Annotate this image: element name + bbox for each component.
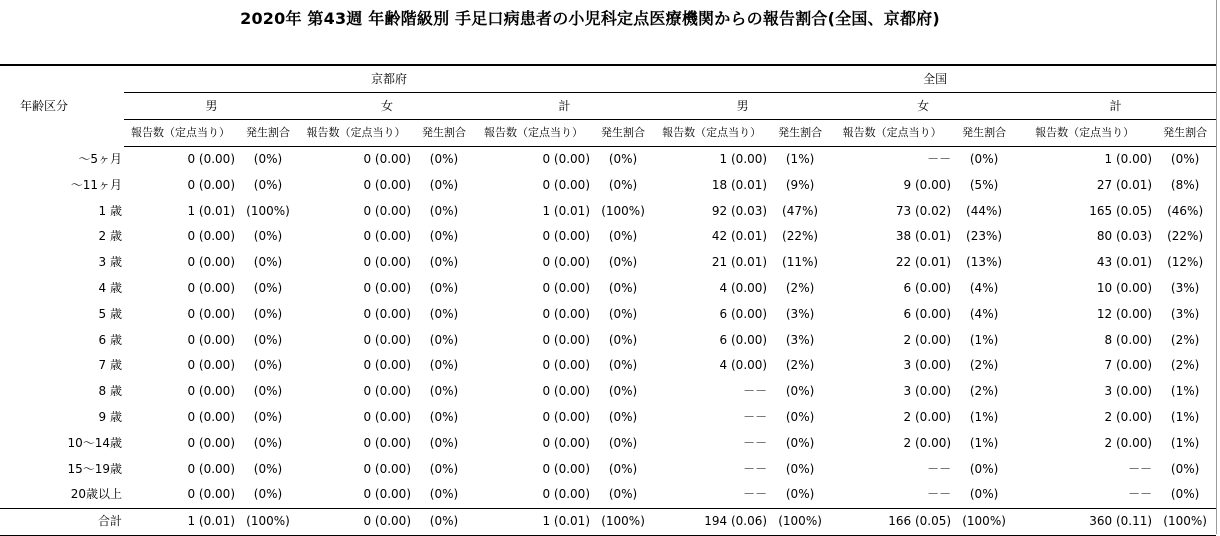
ratio-cell: (0%) <box>1170 487 1200 502</box>
count-cell: 4 (0.00) <box>719 358 768 373</box>
count-cell: 1 (0.00) <box>719 152 768 166</box>
count-cell: 0 (0.00) <box>187 177 235 192</box>
ratio-cell: (0%) <box>608 152 638 166</box>
count-header: 報告数（定点当り） <box>124 120 237 147</box>
ratio-cell: (2%) <box>1170 332 1200 347</box>
ratio-cell: (0%) <box>608 461 638 476</box>
count-cell: 2 (0.00) <box>903 435 952 450</box>
ratio-cell: (100%) <box>246 203 290 218</box>
ratio-cell: (22%) <box>782 229 819 244</box>
count-cell: 0 (0.00) <box>363 358 411 373</box>
count-cell: －－ <box>1128 487 1153 502</box>
table-row <box>0 250 1216 276</box>
table-row <box>0 482 1216 508</box>
count-cell: 3 (0.00) <box>903 384 952 399</box>
ratio-cell: (4%) <box>969 280 999 295</box>
sex-header-kyoto-male: 男 <box>124 93 299 120</box>
count-cell: 43 (0.01) <box>1096 255 1153 270</box>
ratio-cell: (100%) <box>769 509 831 536</box>
ratio-cell: (3%) <box>785 306 815 321</box>
table-row <box>0 379 1216 405</box>
ratio-cell: (0%) <box>969 152 999 166</box>
count-cell: 0 (0.00) <box>542 487 590 502</box>
count-cell: 6 (0.00) <box>719 306 768 321</box>
ratio-cell: (0%) <box>608 358 638 373</box>
ratio-cell: (0%) <box>429 461 459 476</box>
ratio-cell: (44%) <box>966 203 1003 218</box>
count-cell: 12 (0.00) <box>1096 306 1153 321</box>
age-label: 8 歳 <box>98 384 122 399</box>
age-label: 10～14歳 <box>67 435 122 450</box>
count-cell: 0 (0.00) <box>542 280 590 295</box>
count-cell: 0 (0.00) <box>363 461 411 476</box>
ratio-cell: (0%) <box>608 255 638 270</box>
ratio-cell: (100%) <box>592 509 654 536</box>
age-label: 15～19歳 <box>67 461 122 476</box>
ratio-cell: (5%) <box>969 177 999 192</box>
count-header: 報告数（定点当り） <box>1015 120 1154 147</box>
ratio-cell: (0%) <box>253 177 283 192</box>
count-cell: 4 (0.00) <box>719 280 768 295</box>
count-cell: 2 (0.00) <box>903 332 952 347</box>
count-cell: －－ <box>743 435 768 450</box>
ratio-cell: (0%) <box>429 409 459 424</box>
age-label: 4 歳 <box>98 280 122 295</box>
count-cell: 0 (0.00) <box>542 435 590 450</box>
count-cell: 1 (0.01) <box>475 509 592 536</box>
count-cell: 0 (0.00) <box>187 487 235 502</box>
count-header: 報告数（定点当り） <box>654 120 769 147</box>
ratio-cell: (0%) <box>429 358 459 373</box>
count-cell: 3 (0.00) <box>1104 384 1153 399</box>
count-cell: 9 (0.00) <box>903 177 952 192</box>
corner-cell <box>0 65 124 93</box>
ratio-cell: (0%) <box>785 384 815 399</box>
count-cell: 80 (0.03) <box>1096 229 1153 244</box>
table-row <box>0 353 1216 379</box>
count-cell: 6 (0.00) <box>719 332 768 347</box>
count-cell: 0 (0.00) <box>542 332 590 347</box>
ratio-cell: (0%) <box>429 487 459 502</box>
count-cell: 0 (0.00) <box>187 306 235 321</box>
count-cell: －－ <box>743 409 768 424</box>
ratio-cell: (0%) <box>785 487 815 502</box>
ratio-cell: (0%) <box>608 409 638 424</box>
age-label: 9 歳 <box>98 409 122 424</box>
count-cell: 2 (0.00) <box>1104 435 1153 450</box>
page-title: 2020年 第43週 年齢階級別 手足口病患者の小児科定点医療機関からの報告割合(全国、京都府) <box>240 9 940 28</box>
total-label: 合計 <box>0 509 124 536</box>
count-cell: 1 (0.01) <box>187 203 235 218</box>
ratio-cell: (0%) <box>429 332 459 347</box>
count-cell: 0 (0.00) <box>363 203 411 218</box>
count-cell: 0 (0.00) <box>187 461 235 476</box>
count-cell: 27 (0.01) <box>1096 177 1153 192</box>
ratio-cell: (0%) <box>413 509 475 536</box>
ratio-cell: (0%) <box>969 487 999 502</box>
count-cell: －－ <box>743 461 768 476</box>
count-cell: 92 (0.03) <box>711 203 768 218</box>
sex-header-national-female: 女 <box>831 93 1015 120</box>
age-label: 20歳以上 <box>70 487 122 502</box>
ratio-cell: (0%) <box>785 409 815 424</box>
ratio-cell: (1%) <box>969 332 999 347</box>
ratio-cell: (2%) <box>785 280 815 295</box>
ratio-cell: (0%) <box>253 409 283 424</box>
count-cell: 22 (0.01) <box>895 255 952 270</box>
age-label: ～11ヶ月 <box>70 177 122 192</box>
ratio-cell: (11%) <box>782 255 819 270</box>
ratio-cell: (0%) <box>429 435 459 450</box>
ratio-cell: (0%) <box>253 384 283 399</box>
age-label: 6 歳 <box>98 332 122 347</box>
count-cell: 0 (0.00) <box>187 384 235 399</box>
count-header: 報告数（定点当り） <box>299 120 413 147</box>
count-cell: 0 (0.00) <box>299 509 413 536</box>
ratio-cell: (0%) <box>253 255 283 270</box>
ratio-cell: (0%) <box>253 229 283 244</box>
ratio-cell: (23%) <box>966 229 1003 244</box>
table-row <box>0 405 1216 431</box>
count-cell: 10 (0.00) <box>1096 280 1153 295</box>
table-row <box>0 276 1216 302</box>
ratio-cell: (8%) <box>1170 177 1200 192</box>
count-cell: 0 (0.00) <box>542 306 590 321</box>
ratio-cell: (3%) <box>1170 280 1200 295</box>
ratio-cell: (0%) <box>608 229 638 244</box>
age-label: 7 歳 <box>98 358 122 373</box>
ratio-cell: (0%) <box>253 306 283 321</box>
table-row <box>0 173 1216 199</box>
count-cell: 0 (0.00) <box>187 358 235 373</box>
ratio-cell: (0%) <box>253 280 283 295</box>
ratio-cell: (0%) <box>608 384 638 399</box>
ratio-cell: (0%) <box>429 280 459 295</box>
count-cell: 42 (0.01) <box>711 229 768 244</box>
count-header: 報告数（定点当り） <box>475 120 592 147</box>
count-cell: －－ <box>927 461 952 476</box>
total-row <box>0 509 1216 536</box>
ratio-cell: (12%) <box>1167 255 1204 270</box>
ratio-cell: (0%) <box>608 332 638 347</box>
ratio-header: 発生割合 <box>953 120 1015 147</box>
count-cell: 0 (0.00) <box>363 306 411 321</box>
count-cell: 0 (0.00) <box>542 255 590 270</box>
count-cell: －－ <box>927 152 952 166</box>
count-cell: 0 (0.00) <box>363 435 411 450</box>
table-row <box>0 328 1216 354</box>
age-group-header: 年齢区分 <box>20 98 69 113</box>
ratio-cell: (1%) <box>1170 384 1200 399</box>
ratio-cell: (46%) <box>1167 203 1204 218</box>
ratio-cell: (0%) <box>1170 152 1200 166</box>
count-cell: 194 (0.06) <box>654 509 769 536</box>
count-cell: 0 (0.00) <box>542 384 590 399</box>
ratio-cell: (9%) <box>785 177 815 192</box>
age-distribution-table <box>0 64 1216 536</box>
sex-header-kyoto-female: 女 <box>299 93 475 120</box>
ratio-cell: (0%) <box>608 177 638 192</box>
ratio-cell: (0%) <box>429 177 459 192</box>
ratio-cell: (0%) <box>253 152 283 166</box>
count-cell: 0 (0.00) <box>542 358 590 373</box>
ratio-cell: (0%) <box>1170 461 1200 476</box>
table-row <box>0 302 1216 328</box>
ratio-cell: (0%) <box>253 358 283 373</box>
age-label: ～5ヶ月 <box>78 151 122 166</box>
ratio-cell: (0%) <box>429 152 459 166</box>
count-cell: 0 (0.00) <box>187 332 235 347</box>
count-cell: 3 (0.00) <box>903 358 952 373</box>
count-cell: 18 (0.01) <box>711 177 768 192</box>
table-row <box>0 431 1216 457</box>
ratio-cell: (2%) <box>969 358 999 373</box>
ratio-cell: (4%) <box>969 306 999 321</box>
count-cell: 0 (0.00) <box>542 152 590 166</box>
count-cell: －－ <box>927 487 952 502</box>
age-label: 2 歳 <box>98 229 122 244</box>
ratio-cell: (0%) <box>785 435 815 450</box>
count-cell: 1 (0.00) <box>1104 152 1153 166</box>
count-cell: 0 (0.00) <box>542 409 590 424</box>
ratio-cell: (1%) <box>969 435 999 450</box>
count-cell: 0 (0.00) <box>187 280 235 295</box>
ratio-cell: (0%) <box>429 306 459 321</box>
ratio-cell: (100%) <box>1154 509 1216 536</box>
count-cell: 1 (0.01) <box>124 509 237 536</box>
sex-header-national-total: 計 <box>1015 93 1216 120</box>
table-row <box>0 457 1216 483</box>
ratio-cell: (1%) <box>1170 409 1200 424</box>
age-label: 1 歳 <box>98 203 122 218</box>
ratio-header: 発生割合 <box>1154 120 1216 147</box>
ratio-cell: (100%) <box>237 509 299 536</box>
count-cell: 0 (0.00) <box>363 487 411 502</box>
ratio-cell: (0%) <box>785 461 815 476</box>
count-cell: 2 (0.00) <box>903 409 952 424</box>
count-cell: 0 (0.00) <box>542 461 590 476</box>
count-cell: 0 (0.00) <box>187 409 235 424</box>
ratio-cell: (0%) <box>608 306 638 321</box>
ratio-header: 発生割合 <box>237 120 299 147</box>
ratio-header: 発生割合 <box>769 120 831 147</box>
count-cell: 0 (0.00) <box>187 435 235 450</box>
count-cell: 0 (0.00) <box>187 255 235 270</box>
ratio-cell: (0%) <box>429 229 459 244</box>
ratio-cell: (1%) <box>969 409 999 424</box>
ratio-cell: (22%) <box>1167 229 1204 244</box>
age-label: 5 歳 <box>98 306 122 321</box>
count-cell: －－ <box>743 384 768 399</box>
count-header: 報告数（定点当り） <box>831 120 953 147</box>
count-cell: 73 (0.02) <box>895 203 952 218</box>
ratio-cell: (3%) <box>785 332 815 347</box>
ratio-cell: (0%) <box>429 255 459 270</box>
count-cell: 7 (0.00) <box>1104 358 1153 373</box>
count-cell: 38 (0.01) <box>895 229 952 244</box>
count-cell: －－ <box>1128 461 1153 476</box>
count-cell: 0 (0.00) <box>187 152 235 166</box>
count-cell: 2 (0.00) <box>1104 409 1153 424</box>
count-cell: 6 (0.00) <box>903 306 952 321</box>
table-row <box>0 147 1216 173</box>
count-cell: 360 (0.11) <box>1015 509 1154 536</box>
count-cell: 0 (0.00) <box>363 409 411 424</box>
ratio-cell: (0%) <box>253 435 283 450</box>
count-cell: －－ <box>743 487 768 502</box>
count-cell: 166 (0.05) <box>831 509 953 536</box>
ratio-cell: (0%) <box>429 384 459 399</box>
count-cell: 0 (0.00) <box>363 255 411 270</box>
ratio-cell: (0%) <box>608 280 638 295</box>
count-cell: 0 (0.00) <box>542 177 590 192</box>
ratio-cell: (1%) <box>1170 435 1200 450</box>
ratio-cell: (2%) <box>1170 358 1200 373</box>
table-row <box>0 199 1216 225</box>
ratio-cell: (0%) <box>253 461 283 476</box>
ratio-cell: (100%) <box>953 509 1015 536</box>
table-row <box>0 224 1216 250</box>
count-cell: 0 (0.00) <box>187 229 235 244</box>
count-cell: 1 (0.01) <box>542 203 590 218</box>
count-cell: 0 (0.00) <box>363 280 411 295</box>
count-cell: 0 (0.00) <box>363 332 411 347</box>
count-cell: 8 (0.00) <box>1104 332 1153 347</box>
ratio-header: 発生割合 <box>592 120 654 147</box>
count-cell: 0 (0.00) <box>542 229 590 244</box>
sex-header-kyoto-total: 計 <box>475 93 654 120</box>
ratio-cell: (1%) <box>785 152 815 166</box>
ratio-cell: (0%) <box>608 435 638 450</box>
ratio-cell: (3%) <box>1170 306 1200 321</box>
ratio-cell: (0%) <box>253 487 283 502</box>
count-cell: 0 (0.00) <box>363 177 411 192</box>
ratio-cell: (2%) <box>785 358 815 373</box>
count-cell: 0 (0.00) <box>363 152 411 166</box>
ratio-cell: (0%) <box>969 461 999 476</box>
sex-header-national-male: 男 <box>654 93 831 120</box>
region-header-national: 全国 <box>654 65 1216 93</box>
count-cell: 165 (0.05) <box>1089 203 1153 218</box>
ratio-cell: (13%) <box>966 255 1003 270</box>
ratio-cell: (100%) <box>601 203 645 218</box>
age-label: 3 歳 <box>98 255 122 270</box>
count-cell: 0 (0.00) <box>363 229 411 244</box>
ratio-cell: (0%) <box>429 203 459 218</box>
ratio-header: 発生割合 <box>413 120 475 147</box>
region-header-kyoto: 京都府 <box>124 65 654 93</box>
count-cell: 0 (0.00) <box>363 384 411 399</box>
ratio-cell: (47%) <box>782 203 819 218</box>
count-cell: 21 (0.01) <box>711 255 768 270</box>
count-cell: 6 (0.00) <box>903 280 952 295</box>
ratio-cell: (2%) <box>969 384 999 399</box>
ratio-cell: (0%) <box>253 332 283 347</box>
ratio-cell: (0%) <box>608 487 638 502</box>
